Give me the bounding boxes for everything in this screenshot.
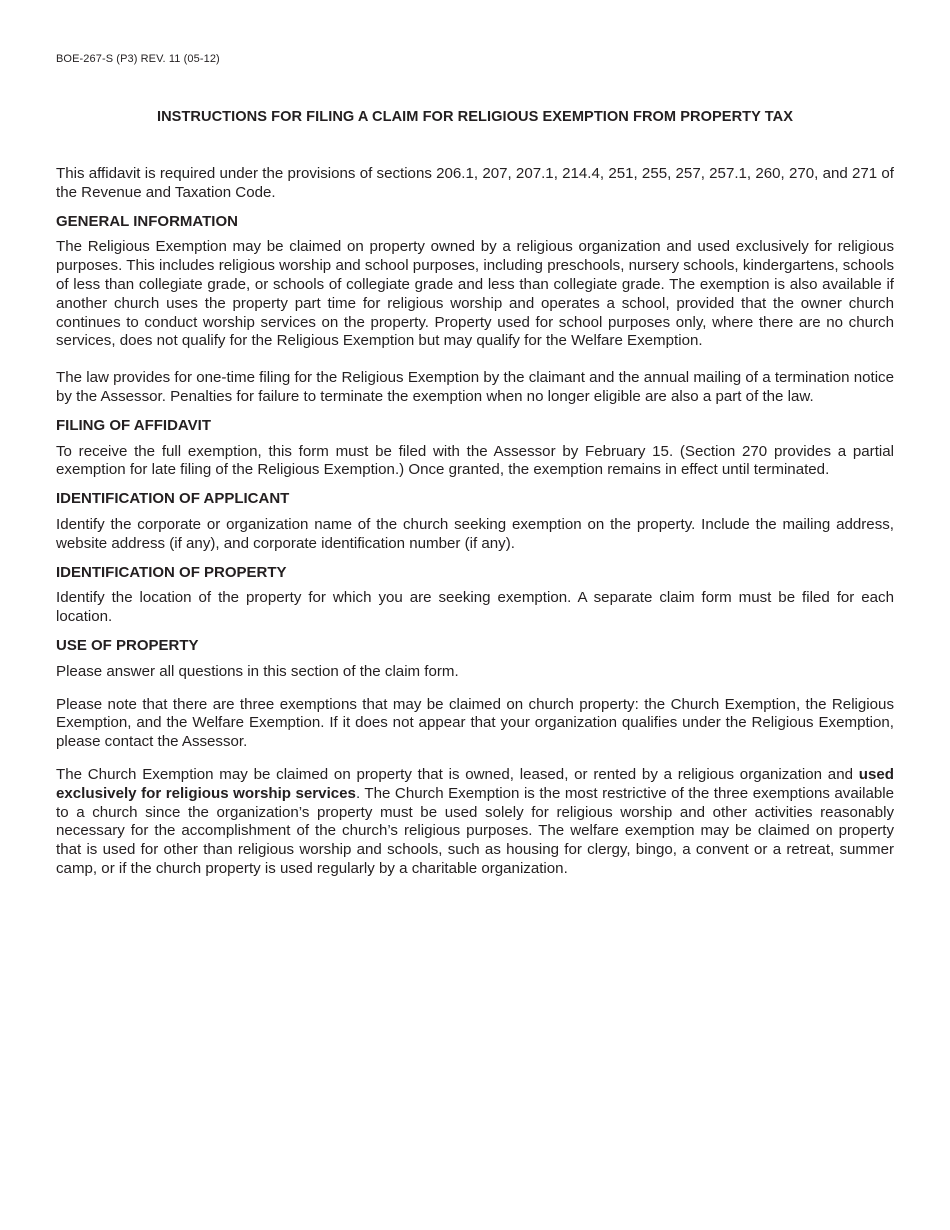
general-information-heading: GENERAL INFORMATION <box>56 212 238 230</box>
identification-of-property-paragraph: Identify the location of the property for which you are seeking exemption. A separate claim form must be filed for each location. <box>56 589 894 626</box>
church-exemption-text-start: The Church Exemption may be claimed on property that is owned, leased, or rented by a religious organization and <box>56 765 859 783</box>
filing-of-affidavit-heading: FILING OF AFFIDAVIT <box>56 416 211 434</box>
use-of-property-heading: USE OF PROPERTY <box>56 636 199 654</box>
identification-of-property-heading: IDENTIFICATION OF PROPERTY <box>56 563 287 581</box>
general-information-paragraph-2: The law provides for one-time filing for the Religious Exemption by the claimant and the annual mailing of a termination notice by the Assessor. Penalties for failure to terminate the exemption when no longer eligible are also a part of the law. <box>56 369 894 405</box>
church-exemption-emphasis: used exclusively for religious worship services <box>56 765 894 802</box>
use-of-property-paragraph-2: Please note that there are three exemptions that may be claimed on church property: the Church Exemption, the Religious Exemption, and the Welfare Exemption. If it does not appear that your organization qualifies under the Religious Exemption, please contact the Assessor. <box>56 695 894 751</box>
church-exemption-text-end: . The Church Exemption is the most restrictive of the three exemptions available to a church since the organization’s property must be used solely for religious worship and other activities reasonably necessary for the accomplishment of the church’s religious purposes. The welfare exemption may be claimed on property that is used for other than religious worship and schools, such as housing for clergy, bingo, a convent or a retreat, summer camp, or if the church property is used regularly by a charitable organization. <box>56 784 894 877</box>
intro-paragraph: This affidavit is required under the provisions of sections 206.1, 207, 207.1, 214.4, 251, 255, 257, 257.1, 260, 270, and 271 of the Revenue and Taxation Code. <box>56 165 894 201</box>
use-of-property-paragraph-1: Please answer all questions in this section of the claim form. <box>56 662 459 680</box>
identification-of-applicant-paragraph: Identify the corporate or organization name of the church seeking exemption on the property. Include the mailing address, website address (if any), and corporate identification number (if any). <box>56 515 894 552</box>
filing-of-affidavit-paragraph: To receive the full exemption, this form must be filed with the Assessor by February 15. (Section 270 provides a partial exemption for late filing of the Religious Exemption.) Once granted, the exemption remains in effect until terminated. <box>56 442 894 479</box>
general-information-paragraph-1: The Religious Exemption may be claimed on property owned by a religious organization and used exclusively for religious purposes. This includes religious worship and school purposes, including preschools, nursery schools, kindergartens, schools of less than collegiate grade, or schools of collegiate grade and less than collegiate grade. The exemption is also available if another church uses the property part time for religious worship and operates a school, provided that the owner church continues to conduct worship services on the property. Property used for school purposes only, where there are no church services, does not qualify for the Religious Exemption but may qualify for the Welfare Exemption. <box>56 238 894 350</box>
use-of-property-paragraph-3 <box>56 766 894 879</box>
identification-of-applicant-heading: IDENTIFICATION OF APPLICANT <box>56 490 290 508</box>
form-id: BOE-267-S (P3) REV. 11 (05-12) <box>56 53 220 65</box>
document-body <box>56 165 894 879</box>
document-title: INSTRUCTIONS FOR FILING A CLAIM FOR RELIGIOUS EXEMPTION FROM PROPERTY TAX <box>156 109 794 125</box>
